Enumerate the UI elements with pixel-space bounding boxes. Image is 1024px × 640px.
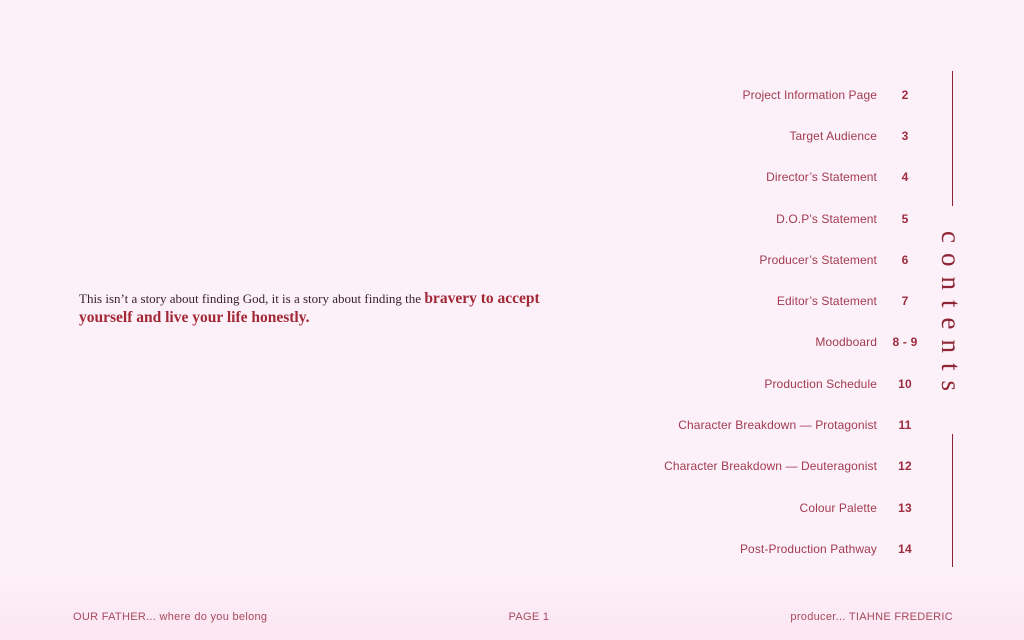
- quote-regular-text: This isn’t a story about finding God, it is a story about finding the: [79, 291, 425, 306]
- toc-page-number: 3: [901, 128, 909, 143]
- vertical-rule-bottom: [952, 434, 954, 567]
- toc-row: [560, 239, 933, 280]
- toc-item-label: Project Information Page: [742, 87, 877, 102]
- toc-page-number: 4: [901, 170, 909, 185]
- toc-row: [560, 363, 933, 404]
- quote-line-2: yourself and live your life honestly.: [79, 309, 310, 326]
- toc-item-label: Director’s Statement: [766, 170, 877, 185]
- toc-item-label: D.O.P’s Statement: [776, 211, 877, 226]
- toc-item-label: Moodboard: [815, 335, 877, 350]
- toc-row: [560, 404, 933, 445]
- toc-page-number: 8 - 9: [892, 335, 918, 350]
- toc-row: [560, 280, 933, 321]
- toc-row: [560, 322, 933, 363]
- toc-item-label: Character Breakdown — Protagonist: [678, 418, 877, 433]
- toc-item-label: Target Audience: [789, 128, 877, 143]
- toc-row: [560, 74, 933, 115]
- toc-item-label: Editor’s Statement: [776, 294, 877, 309]
- toc-item-label: Colour Palette: [799, 500, 877, 515]
- vertical-rule-top: [952, 71, 954, 206]
- quote-line-1: [79, 289, 639, 308]
- toc-page-number: 6: [901, 252, 909, 267]
- toc-page-number: 12: [898, 459, 912, 474]
- footer-producer-credit: producer... TIAHNE FREDERIC: [790, 611, 953, 623]
- toc-page-number: 14: [898, 541, 912, 556]
- toc-item-label: Post-Production Pathway: [739, 541, 877, 556]
- toc-item-label: Character Breakdown — Deuteragonist: [664, 459, 877, 474]
- toc-page-number: 13: [898, 500, 912, 515]
- toc-page-number: 10: [898, 376, 912, 391]
- toc-page-number: 2: [901, 87, 909, 102]
- contents-vertical-title: contents: [936, 231, 966, 401]
- toc-row: [560, 487, 933, 528]
- toc-page-number: 5: [901, 211, 909, 226]
- toc-item-label: Producer’s Statement: [759, 252, 877, 267]
- toc-page-number: 11: [898, 418, 912, 433]
- footer-page-number: PAGE 1: [508, 611, 550, 623]
- toc-row: [560, 528, 933, 569]
- page-footer: [0, 611, 1024, 623]
- toc-row: [560, 157, 933, 198]
- toc-item-label: Production Schedule: [764, 376, 877, 391]
- table-of-contents: [560, 74, 933, 570]
- tagline-quote: [79, 289, 639, 327]
- toc-row: [560, 446, 933, 487]
- toc-page-number: 7: [901, 294, 909, 309]
- toc-row: [560, 198, 933, 239]
- quote-highlight-text: bravery to accept: [424, 290, 540, 307]
- toc-row: [560, 115, 933, 156]
- footer-film-title: OUR FATHER... where do you belong: [73, 611, 268, 623]
